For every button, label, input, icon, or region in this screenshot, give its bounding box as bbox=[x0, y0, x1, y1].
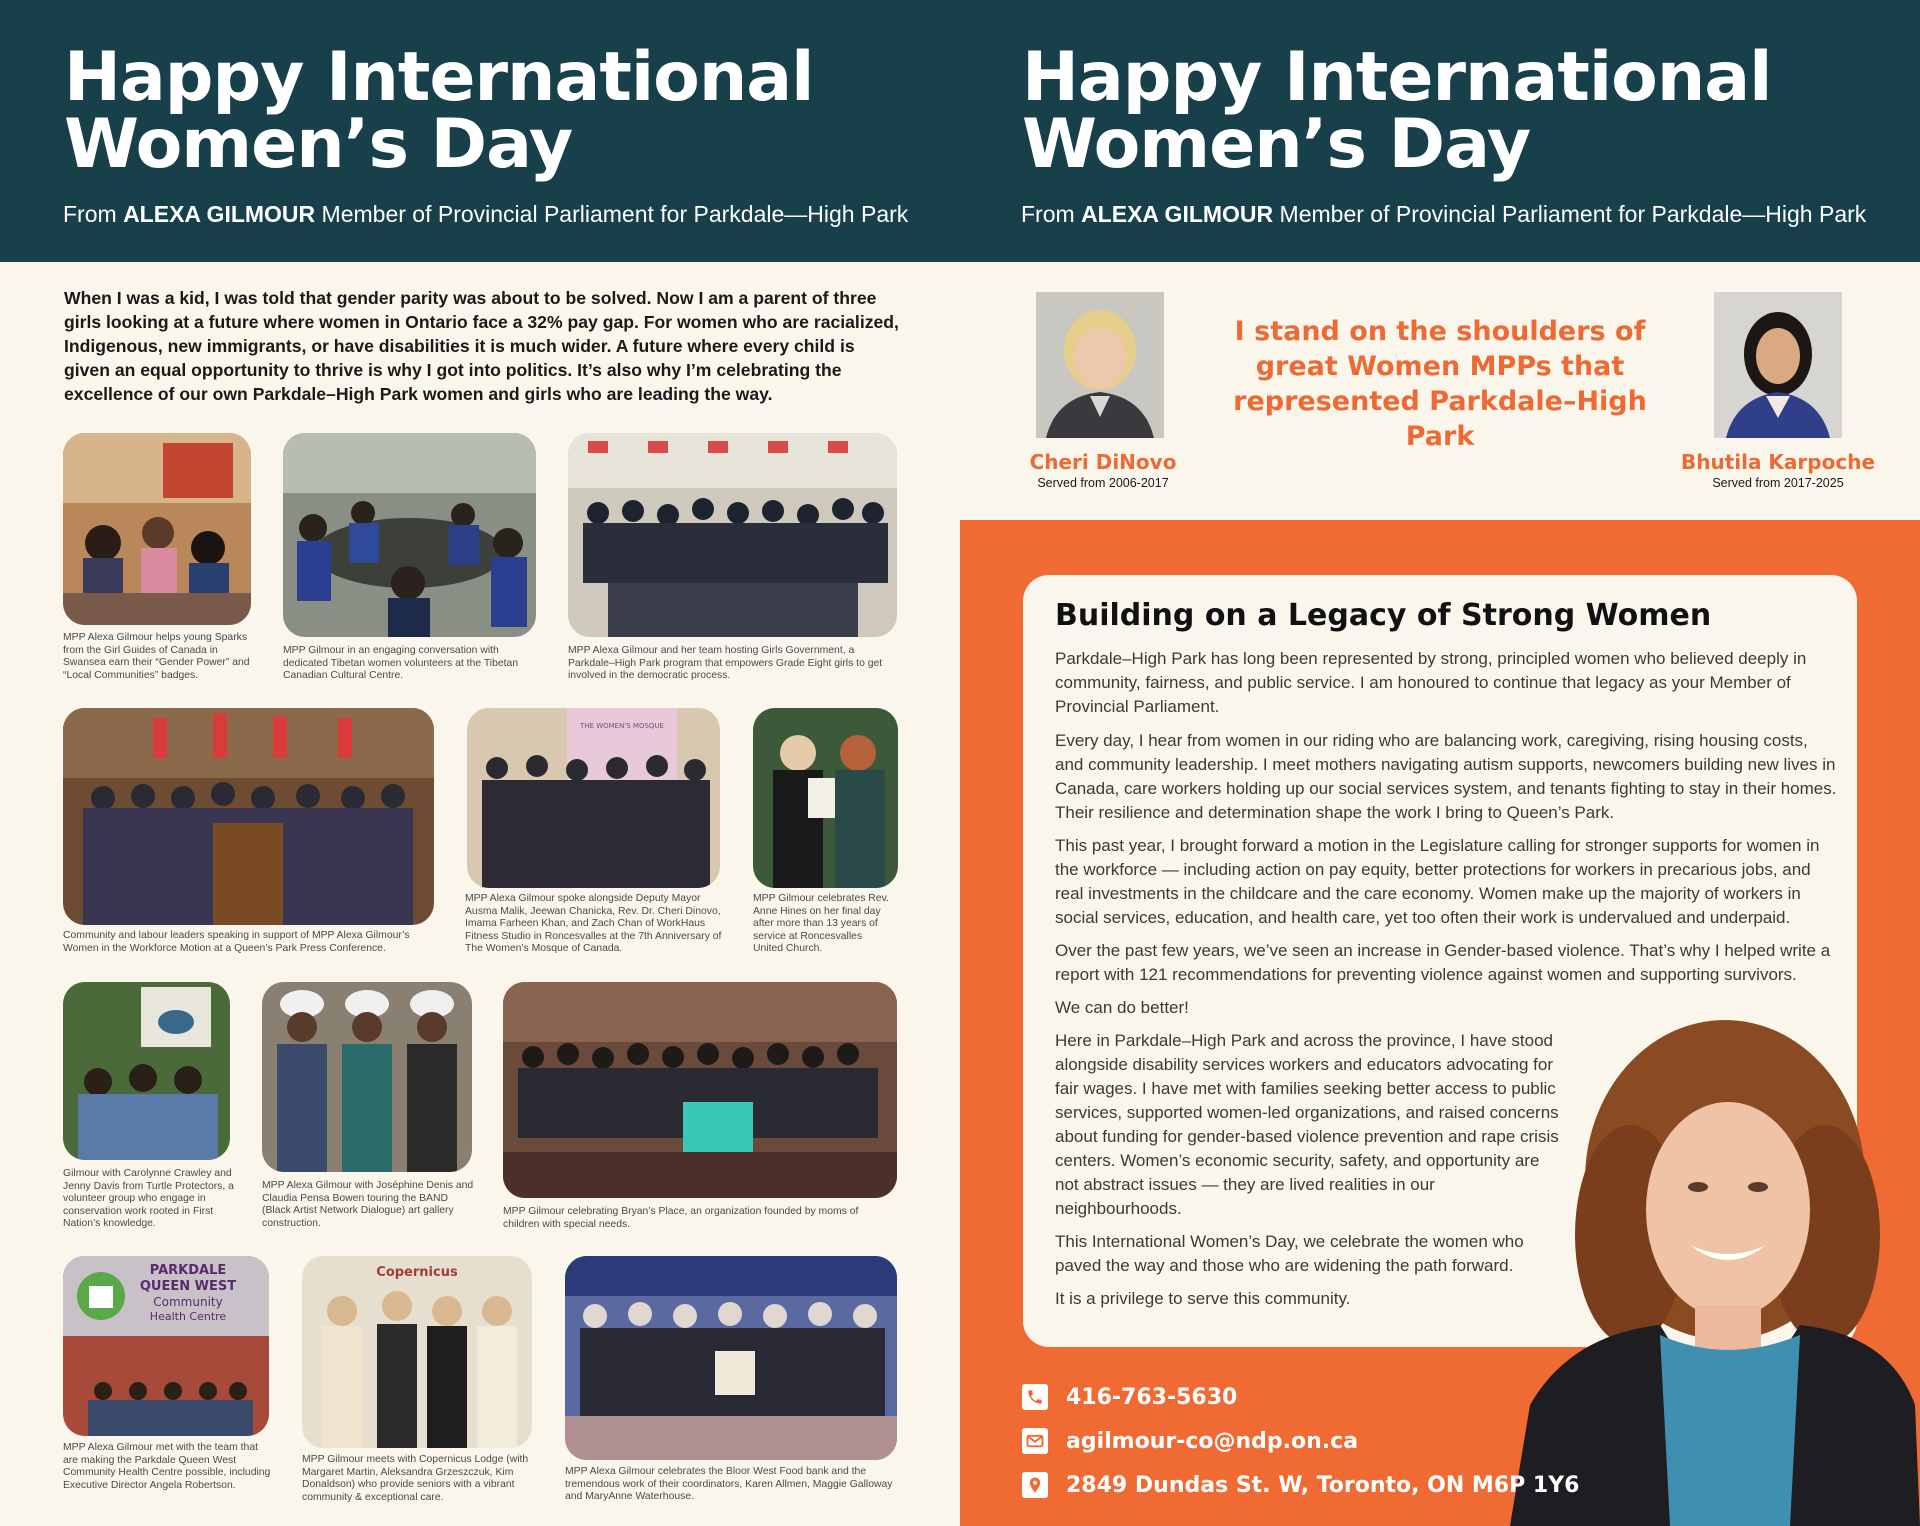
card-paragraph: It is a privilege to serve this community. bbox=[1055, 1289, 1351, 1308]
mpp1-served: Served from 2006-2017 bbox=[1037, 476, 1169, 490]
caption-food-bank: MPP Alexa Gilmour celebrates the Bloor West Food bank and the tremendous work of their coordinators, Karen Allmen, Maggie Galloway and MaryAnne Waterhouse. bbox=[565, 1466, 893, 1503]
quote: I stand on the shoulders of great Women MPPs that represented Parkdale–High Park bbox=[1233, 316, 1647, 452]
mail-icon bbox=[1022, 1428, 1048, 1454]
caption-bryans-place: MPP Gilmour celebrating Bryan’s Place, an organization founded by moms of children with special needs. bbox=[503, 1206, 859, 1230]
street-address: 2849 Dundas St. W, Toronto, ON M6P 1Y6 bbox=[1066, 1472, 1580, 1498]
card-paragraph: Here in Parkdale–High Park and across the province, I have stood alongside disability services workers and educators advocating for fair wages. I have met with families seeking better access to public services, supported women-led organizations, and raised concerns about funding for gender-based violence prevention and rape crisis centers. Women’s economic security, safety, and opportunity are not abstract issues — they are lived realities in our neighbourhoods. bbox=[1055, 1031, 1559, 1218]
subtitle-prefix: From bbox=[63, 201, 124, 227]
subtitle-name: ALEXA GILMOUR bbox=[1081, 201, 1274, 227]
card-title: Building on a Legacy of Strong Women bbox=[1055, 598, 1712, 633]
subtitle-name: ALEXA GILMOUR bbox=[123, 201, 316, 227]
contact-email[interactable] bbox=[1022, 1428, 1358, 1454]
card-paragraph: Parkdale–High Park has long been represented by strong, principled women who believed deeply in community, fairness, and public service. I am honoured to continue that legacy as your Member of Provincial Parliament. bbox=[1055, 649, 1807, 716]
photo-turtle-protectors bbox=[63, 982, 230, 1160]
caption-womens-mosque: MPP Alexa Gilmour spoke alongside Deputy Mayor Ausma Malik, Jeewan Chanicka, Rev. Dr. Cheri Dinovo, Imama Farheen Khan, and Zach Chan of WorkHaus Fitness Studio in Roncesvalles at the 7th Anniversary of The Women’s Mosque of Canada. bbox=[465, 893, 722, 955]
phone-icon bbox=[1022, 1384, 1048, 1410]
left-page-subtitle bbox=[63, 201, 908, 228]
caption-health-centre: MPP Alexa Gilmour met with the team that are making the Parkdale Queen West Community Health Centre possible, including Executive Director Angela Robertson. bbox=[63, 1442, 271, 1491]
caption-tibetan: MPP Gilmour in an engaging conversation with dedicated Tibetan women volunteers at the Tibetan Canadian Cultural Centre. bbox=[283, 645, 519, 682]
caption-girls-government: MPP Alexa Gilmour and her team hosting Girls Government, a Parkdale–High Park program that empowers Grade Eight girls to get involved in the democratic process. bbox=[568, 645, 883, 682]
photo-band-gallery bbox=[262, 982, 472, 1172]
right-page-subtitle bbox=[1021, 201, 1866, 228]
portrait-cheri-dinovo bbox=[1036, 292, 1164, 438]
photo-girl-guides bbox=[63, 433, 251, 625]
phone-number: 416-763-5630 bbox=[1066, 1384, 1238, 1410]
card-paragraph: This past year, I brought forward a motion in the Legislature calling for stronger supports for women in the workforce — including action on pay equity, better protections for workers in precarious jobs, and real investments in the childcare and the care economy. Women make up the majority of workers in social services, education, and health care, yet too often their work is undervalued and underpaid. bbox=[1055, 836, 1820, 927]
photo-womens-mosque bbox=[467, 708, 720, 888]
mpp2-name: Bhutila Karpoche bbox=[1680, 450, 1876, 474]
card-paragraph: Every day, I hear from women in our riding who are balancing work, caregiving, rising housing costs, and community leadership. I meet mothers navigating autism supports, newcomers building new lives in Canada, care workers holding up our social services system, and tenants fighting to stay in their homes. Their resilience and determination shape the work I bring to Queen’s Park. bbox=[1055, 731, 1837, 822]
left-page-title: Happy International Women’s Day bbox=[64, 38, 814, 184]
mpp2-served: Served from 2017-2025 bbox=[1712, 476, 1844, 490]
photo-food-bank bbox=[565, 1256, 897, 1460]
right-page-title: Happy International Women’s Day bbox=[1022, 38, 1772, 184]
portrait-bhutila-karpoche bbox=[1714, 292, 1842, 438]
caption-girl-guides: MPP Alexa Gilmour helps young Sparks from the Girl Guides of Canada in Swansea earn their “Gender Power” and “Local Communities” badges. bbox=[63, 632, 250, 681]
subtitle-prefix: From bbox=[1021, 201, 1082, 227]
photo-roncesvalles-church bbox=[753, 708, 898, 888]
clinic-sign-line2: QUEEN WEST bbox=[139, 1279, 237, 1294]
copernicus-sign: Copernicus bbox=[376, 1265, 458, 1280]
photo-bryans-place bbox=[503, 982, 897, 1198]
caption-copernicus: MPP Gilmour meets with Copernicus Lodge (with Margaret Martin, Aleksandra Grzeszczuk, Kim Donaldson) who provide seniors with a vibrant community & exceptional care. bbox=[302, 1454, 529, 1503]
photo-girls-government bbox=[568, 433, 897, 637]
clinic-sign-line4: Health Centre bbox=[149, 1310, 227, 1323]
location-icon bbox=[1022, 1472, 1048, 1498]
contact-phone[interactable] bbox=[1022, 1384, 1237, 1410]
caption-roncesvalles: MPP Gilmour celebrates Rev. Anne Hines on her final day after more than 13 years of service at Roncesvalles United Church. bbox=[753, 893, 889, 955]
caption-press-conference: Community and labour leaders speaking in support of MPP Alexa Gilmour’s Women in the Workforce Motion at a Queen’s Park Press Conference. bbox=[63, 930, 410, 954]
photo-press-conference bbox=[63, 708, 434, 925]
clinic-sign-line3: Community bbox=[153, 1295, 223, 1309]
svg-text:THE WOMEN'S MOSQUE: THE WOMEN'S MOSQUE bbox=[580, 722, 664, 730]
subtitle-suffix: Member of Provincial Parliament for Parkdale—High Park bbox=[1273, 201, 1867, 227]
photo-tibetan-volunteers bbox=[283, 433, 536, 637]
portrait-alexa-gilmour bbox=[1510, 1005, 1920, 1526]
photo-copernicus-lodge bbox=[302, 1256, 532, 1448]
mpp1-name: Cheri DiNovo bbox=[1029, 450, 1177, 474]
subtitle-suffix: Member of Provincial Parliament for Parkdale—High Park bbox=[315, 201, 909, 227]
contact-address[interactable] bbox=[1022, 1472, 1579, 1498]
card-paragraph: Over the past few years, we’ve seen an increase in Gender-based violence. That’s why I helped write a report with 121 recommendations for preventing violence against women and supporting survivors. bbox=[1055, 941, 1831, 984]
caption-turtle-protectors: Gilmour with Carolynne Crawley and Jenny Davis from Turtle Protectors, a volunteer group who engage in conservation work rooted in First Nation’s knowledge. bbox=[63, 1168, 234, 1230]
card-paragraph: This International Women’s Day, we celebrate the women who paved the way and those who are widening the path forward. bbox=[1055, 1232, 1524, 1275]
email-address: agilmour-co@ndp.on.ca bbox=[1066, 1428, 1359, 1454]
card-paragraph: We can do better! bbox=[1055, 998, 1189, 1017]
photo-health-centre bbox=[63, 1256, 269, 1436]
intro-paragraph: When I was a kid, I was told that gender parity was about to be solved. Now I am a parent of three girls looking at a future where women in Ontario face a 32% pay gap. For women who are racialized, Indigenous, new immigrants, or have disabilities it is much wider. A future where every child is given an equal opportunity to thrive is why I got into politics. It’s also why I’m celebrating the excellence of our own Parkdale–High Park women and girls who are leading the way. bbox=[64, 288, 899, 404]
clinic-sign-line1: PARKDALE bbox=[149, 1263, 227, 1278]
caption-band-gallery: MPP Alexa Gilmour with Joséphine Denis and Claudia Pensa Bowen touring the BAND (Black Artist Network Dialogue) art gallery construction. bbox=[262, 1180, 474, 1229]
